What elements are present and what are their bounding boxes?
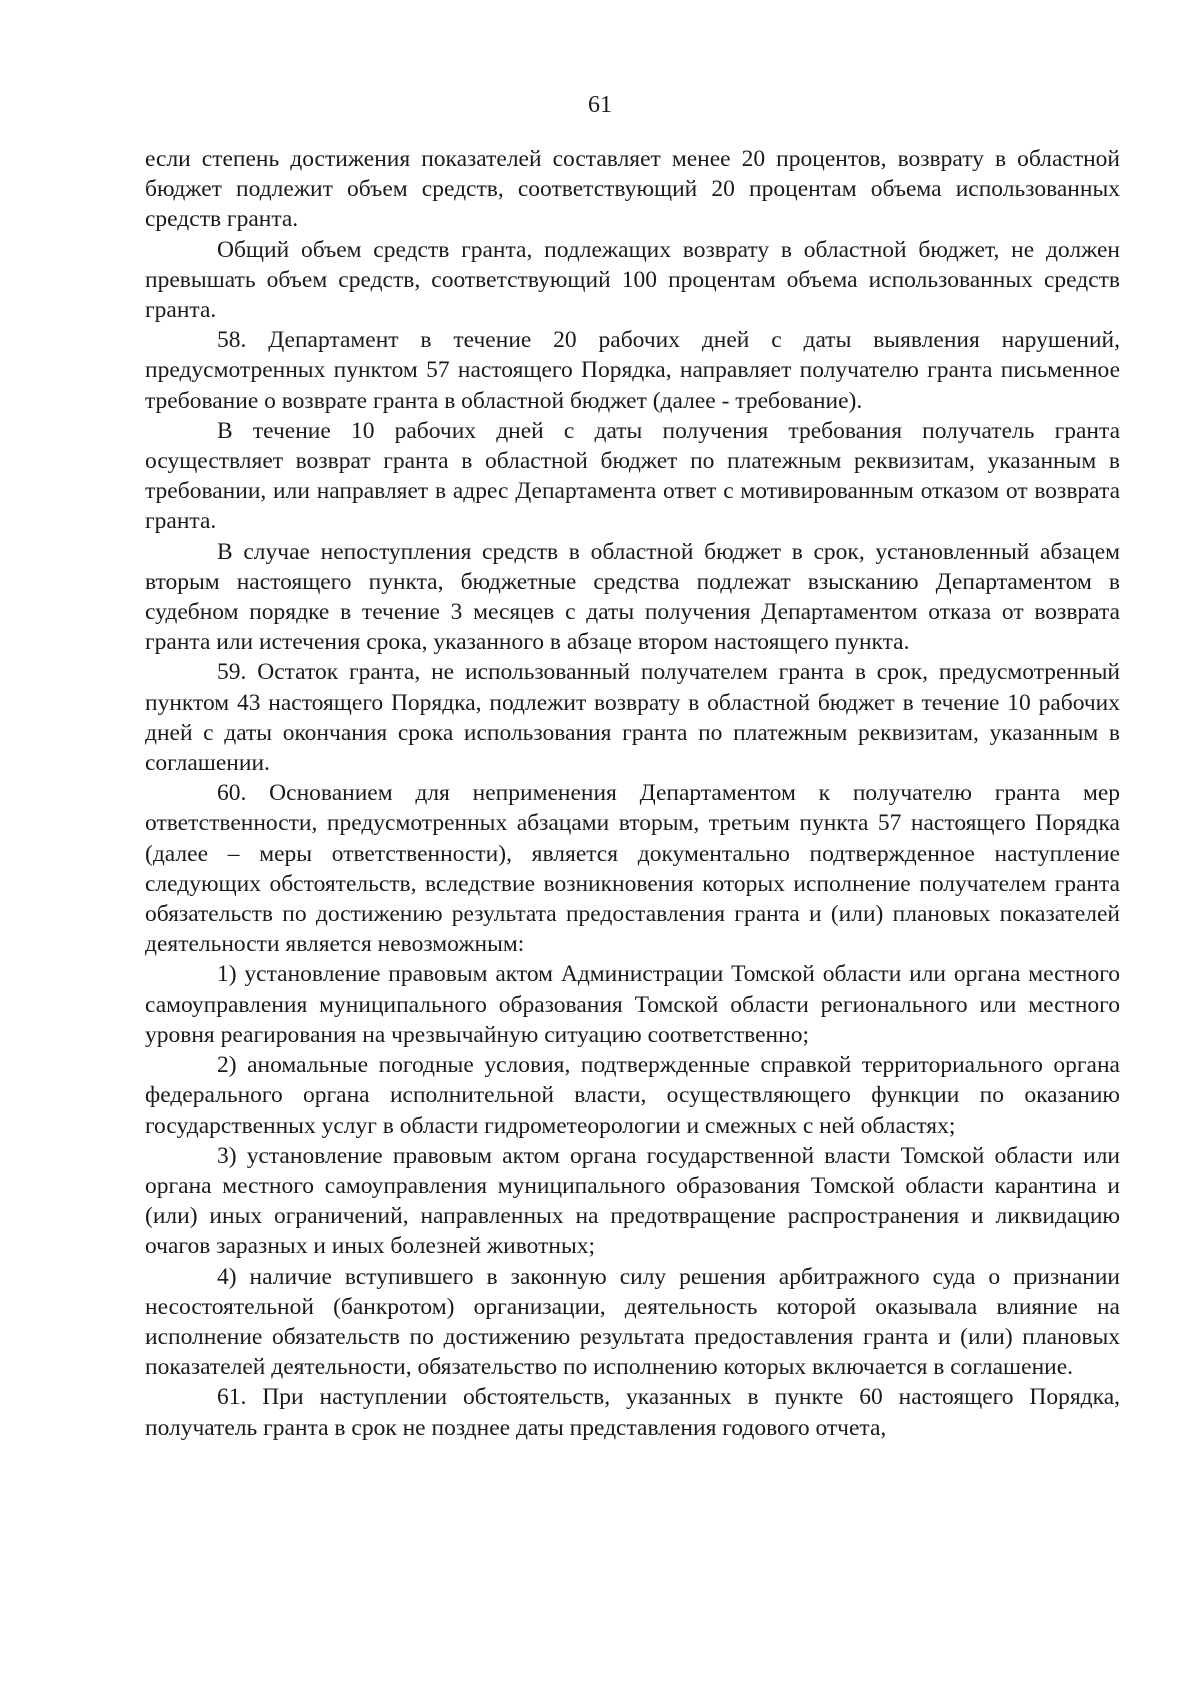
paragraph-item-60-sub-2: 2) аномальные погодные условия, подтвержденные справкой территориального органа федерального органа исполнительной власти, осуществляющего функции по оказанию государственных услуг в области гидрометеорологии и смежных с ней областях; <box>145 1052 1120 1139</box>
paragraph-item-60-sub-4: 4) наличие вступившего в законную силу решения арбитражного суда о признании несостоятельной (банкротом) организации, деятельность которой оказывала влияние на исполнение обязательств по достижению результата предоставления гранта и (или) плановых показателей деятельности, обязательство по исполнению которых включается в соглашение. <box>145 1263 1120 1381</box>
paragraph-item-60-sub-1: 1) установление правовым актом Администрации Томской области или органа местного самоуправления муниципального образования Томской области регионального или местного уровня реагирования на чрезвычайную ситуацию соответственно; <box>145 961 1120 1048</box>
paragraph-continuation: если степень достижения показателей составляет менее 20 процентов, возврату в областной бюджет подлежит объем средств, соответствующий 20 процентам объема использованных средств гранта. <box>145 146 1120 233</box>
paragraph-item-59: 59. Остаток гранта, не использованный получателем гранта в срок, предусмотренный пунктом 43 настоящего Порядка, подлежит возврату в областной бюджет в течение 10 рабочих дней с даты окончания срока использования гранта по платежным реквизитам, указанным в соглашении. <box>145 659 1120 777</box>
paragraph-item-60: 60. Основанием для неприменения Департаментом к получателю гранта мер ответственности, предусмотренных абзацами вторым, третьим пункта 57 настоящего Порядка (далее – меры ответственности), является документально подтвержденное наступление следующих обстоятельств, вследствие возникновения которых исполнение получателем гранта обязательств по достижению результата предоставления гранта и (или) плановых показателей деятельности является невозможным: <box>145 780 1120 958</box>
paragraph-item-60-sub-3: 3) установление правовым актом органа государственной власти Томской области или органа местного самоуправления муниципального образования Томской области карантина и (или) иных ограничений, направленных на предотвращение распространения и ликвидацию очагов заразных и иных болезней животных; <box>145 1142 1120 1260</box>
paragraph-item-58: 58. Департамент в течение 20 рабочих дней с даты выявления нарушений, предусмотренных пунктом 57 настоящего Порядка, направляет получателю гранта письменное требование о возврате гранта в областной бюджет (далее - требование). <box>145 327 1120 414</box>
paragraph-item-61: 61. При наступлении обстоятельств, указанных в пункте 60 настоящего Порядка, получатель гранта в срок не позднее даты представления годового отчета, <box>145 1384 1120 1441</box>
paragraph-item-58-return-term: В течение 10 рабочих дней с даты получения требования получатель гранта осуществляет возврат гранта в областной бюджет по платежным реквизитам, указанным в требовании, или направляет в адрес Департамента ответ с мотивированным отказом от возврата гранта. <box>145 417 1120 535</box>
paragraph-total-return-limit: Общий объем средств гранта, подлежащих возврату в областной бюджет, не должен превышать объем средств, соответствующий 100 процентам объема использованных средств гранта. <box>145 236 1120 324</box>
page-number: 61 <box>588 92 612 118</box>
paragraph-item-58-court-recovery: В случае непоступления средств в областной бюджет в срок, установленный абзацем вторым настоящего пункта, бюджетные средства подлежат взысканию Департаментом в судебном порядке в течение 3 месяцев с даты получения Департаментом отказа от возврата гранта или истечения срока, указанного в абзаце втором настоящего пункта. <box>145 538 1120 656</box>
document-body <box>145 144 1120 1443</box>
